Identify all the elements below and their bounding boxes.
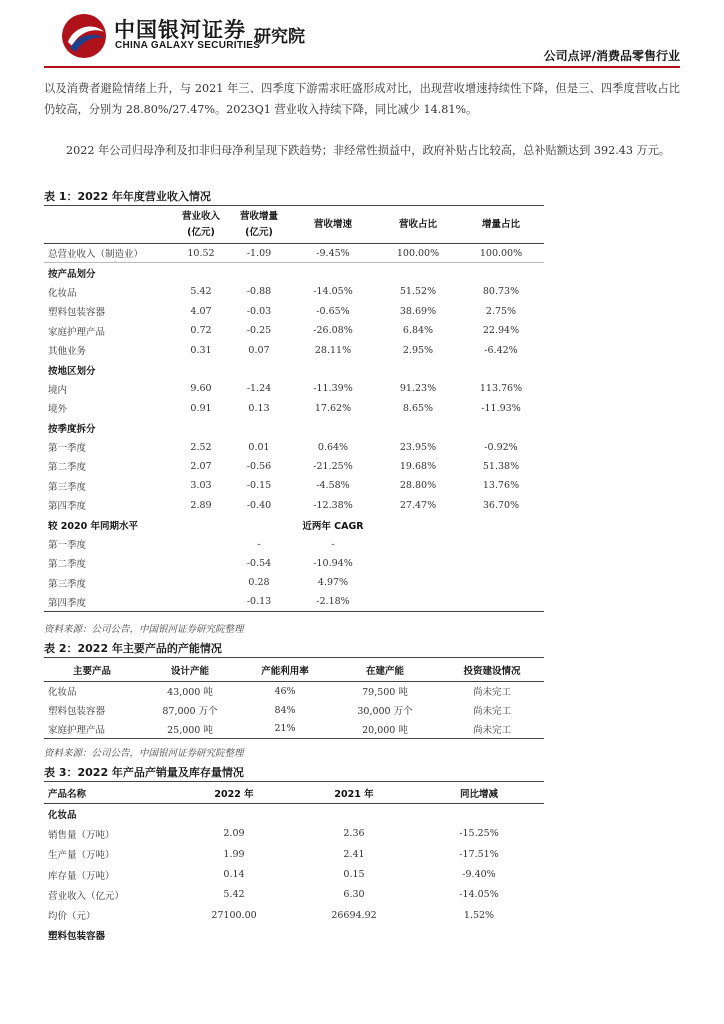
cell: 27100.00 (211, 909, 257, 921)
table-row (44, 554, 544, 573)
cell: -11.39% (313, 383, 353, 395)
table-row (44, 457, 544, 476)
cell: -0.88 (246, 286, 272, 298)
revenue-table (44, 205, 544, 612)
cell: 19.68% (399, 460, 437, 472)
table-row (44, 244, 544, 263)
row-label: 第二季度 (48, 462, 87, 474)
cell: 43,000 吨 (167, 687, 213, 699)
cell: 10.52 (172, 244, 230, 263)
cell: 113.76% (479, 383, 523, 395)
cell: 20,000 吨 (330, 720, 440, 739)
table-row (44, 720, 544, 739)
institute-label: 研究院 (254, 27, 305, 47)
row-label: 塑料包装容器 (48, 706, 106, 717)
cell: 87,000 万个 (162, 706, 218, 717)
cell: 0.07 (248, 344, 270, 356)
cell: 23.95% (399, 441, 437, 453)
cell: 21% (240, 720, 330, 739)
cell: -9.40% (462, 869, 496, 881)
cell: 38.69% (399, 305, 437, 317)
row-label: 库存量（万吨） (48, 870, 115, 882)
cell: 0.13 (248, 402, 270, 414)
cell: 17.62% (314, 402, 352, 414)
header-cell: 2021 年 (294, 782, 414, 804)
table-row (44, 573, 544, 592)
row-label: 第一季度 (48, 540, 87, 552)
cell: -4.58% (316, 480, 350, 492)
cell: 4.97% (317, 577, 349, 589)
cell: 28.80% (399, 480, 437, 492)
table-row (44, 399, 544, 418)
row-label: 塑料包装容器 (48, 307, 106, 319)
cell: 100.00% (458, 244, 544, 263)
cell: - (331, 538, 335, 550)
cell: 25,000 吨 (140, 720, 240, 739)
brand-name-cn: 中国银河证券 (114, 18, 246, 42)
cell: 0.91 (190, 402, 212, 414)
cell: 30,000 万个 (357, 706, 413, 717)
row-label: 总营业收入（制造业） (44, 244, 172, 263)
table-row (44, 340, 544, 359)
row-label: 其他业务 (48, 346, 87, 358)
cell: 91.23% (399, 383, 437, 395)
section-title: 化妆品 (48, 809, 77, 821)
cell: -15.25% (459, 828, 499, 840)
table-row (44, 321, 544, 340)
section-row (44, 804, 544, 824)
cell: 6.30 (343, 889, 365, 901)
cell: 2.89 (190, 499, 212, 511)
cell: 0.01 (248, 441, 270, 453)
cell: 5.42 (190, 286, 212, 298)
cell: - (257, 538, 261, 550)
row-label: 第二季度 (48, 559, 87, 571)
cell: -0.40 (246, 499, 272, 511)
header-cell: 营收增量 (亿元) (230, 206, 288, 244)
header-cell: 在建产能 (330, 658, 440, 682)
cell: -14.05% (459, 889, 499, 901)
cell: 6.84% (402, 325, 434, 337)
cell: 0.31 (190, 344, 212, 356)
table2-source: 资料来源：公司公告，中国银河证券研究院整理 (44, 748, 244, 759)
section-title: 按季度拆分 (48, 423, 96, 435)
cell: 2.95% (402, 344, 434, 356)
table-row (44, 824, 544, 844)
cell: 79,500 吨 (362, 687, 408, 699)
section-row (44, 360, 544, 379)
header-cell: 营收占比 (378, 206, 458, 244)
table-row (44, 885, 544, 905)
section-row (44, 418, 544, 437)
cell: -11.93% (481, 402, 521, 414)
cell: -0.54 (246, 557, 272, 569)
row-label: 营业收入（亿元） (48, 890, 125, 902)
cell: -0.13 (230, 593, 288, 612)
row-label: 化妆品 (48, 287, 77, 299)
cell: 2.09 (223, 828, 245, 840)
section-row (44, 515, 544, 534)
cell: -1.09 (230, 244, 288, 263)
header-cell: 产能利用率 (240, 658, 330, 682)
table-header-row (44, 782, 544, 804)
cell: 5.42 (223, 889, 245, 901)
cell: -0.15 (246, 480, 272, 492)
cell: 1.52% (463, 909, 495, 921)
table-row (44, 496, 544, 515)
cell: 80.73% (482, 286, 520, 298)
cell: 1.99 (223, 848, 245, 860)
table-row (44, 534, 544, 553)
cell: -17.51% (459, 848, 499, 860)
table-header-row (44, 658, 544, 682)
table-row (44, 701, 544, 720)
section-row (44, 925, 544, 945)
cell: 0.15 (343, 869, 365, 881)
row-label: 第四季度 (44, 593, 172, 612)
row-label: 第三季度 (48, 578, 87, 590)
brand-name-en: CHINA GALAXY SECURITIES (115, 40, 261, 51)
header-cell: 同比增减 (414, 782, 544, 804)
cell: 100.00% (378, 244, 458, 263)
cell: -6.42% (484, 344, 518, 356)
capacity-table (44, 657, 544, 739)
cell: 51.52% (399, 286, 437, 298)
production-sales-table (44, 781, 544, 946)
page-header (0, 0, 724, 66)
cell: 3.03 (190, 480, 212, 492)
body-paragraph: 以及消费者避险情绪上升，与 2021 年三、四季度下游需求旺盛形成对比，出现营收增速持续性下降，但是三、四季度营收占比仍较高，分别为 28.80%/27.47%。2023Q1 营业收入持续下降，同比减少 14.81%。 (44, 82, 680, 116)
section-row (44, 263, 544, 282)
cell: -2.18% (288, 593, 378, 612)
row-label: 第三季度 (48, 481, 87, 493)
row-label: 均价（元） (48, 911, 96, 923)
cell: 22.94% (482, 325, 520, 337)
section-title: 塑料包装容器 (48, 931, 106, 943)
row-label: 境内 (48, 384, 68, 396)
cell: 2.52 (190, 441, 212, 453)
table-row (44, 476, 544, 495)
cell: 9.60 (190, 383, 212, 395)
table-row (44, 379, 544, 398)
cell: -26.08% (313, 325, 353, 337)
cagr-label: 近两年 CAGR (302, 520, 364, 532)
table1-source: 资料来源：公司公告，中国银河证券研究院整理 (44, 624, 244, 635)
cell: -0.56 (246, 460, 272, 472)
table-row (44, 844, 544, 864)
header-cell: 营收增速 (288, 206, 378, 244)
cell: 8.65% (402, 402, 434, 414)
cell: -10.94% (313, 557, 353, 569)
cell: 2.75% (485, 305, 517, 317)
cell: 27.47% (399, 499, 437, 511)
cell: 2.41 (343, 848, 365, 860)
section-title: 较 2020 年同期水平 (48, 520, 139, 532)
header-cell: 设计产能 (140, 658, 240, 682)
table-row (44, 905, 544, 925)
document-category: 公司点评/消费品零售行业 (543, 49, 680, 63)
table3-caption: 表 3：2022 年产品产销量及库存量情况 (44, 766, 244, 779)
cell: 36.70% (482, 499, 520, 511)
cell: 尚未完工 (440, 720, 544, 739)
header-cell: 营业收入 (亿元) (172, 206, 230, 244)
row-label: 境外 (48, 404, 68, 416)
header-cell: 增量占比 (458, 206, 544, 244)
section-title: 按地区划分 (48, 365, 96, 377)
table-header-row (44, 206, 544, 244)
cell: -0.65% (316, 305, 350, 317)
cell: -12.38% (313, 499, 353, 511)
cell: 2.07 (190, 460, 212, 472)
cell: 4.07 (190, 305, 212, 317)
section-title: 按产品划分 (48, 268, 96, 280)
table1-caption: 表 1：2022 年年度营业收入情况 (44, 190, 211, 203)
cell: 0.72 (190, 325, 212, 337)
row-label: 第四季度 (48, 501, 87, 513)
galaxy-logo-icon (60, 12, 108, 60)
cell: -21.25% (313, 460, 353, 472)
cell: 0.28 (248, 577, 270, 589)
cell: 尚未完工 (472, 687, 511, 699)
cell: 2.36 (343, 828, 365, 840)
cell: 尚未完工 (472, 706, 511, 717)
header-cell: 投资建设情况 (440, 658, 544, 682)
header-cell (44, 206, 172, 244)
header-cell: 主要产品 (44, 658, 140, 682)
cell: -0.25 (246, 325, 272, 337)
row-label: 化妆品 (48, 687, 77, 699)
table2-caption: 表 2：2022 年主要产品的产能情况 (44, 642, 222, 655)
cell: 84% (274, 704, 296, 716)
cell: 0.14 (223, 869, 245, 881)
cell: -1.24 (246, 383, 272, 395)
table-row (44, 302, 544, 321)
cell: 0.64% (317, 441, 349, 453)
header-cell: 2022 年 (174, 782, 294, 804)
table-row (44, 864, 544, 884)
row-label: 第一季度 (48, 443, 87, 455)
cell: 26694.92 (331, 909, 377, 921)
cell: -0.92% (484, 441, 518, 453)
cell: 13.76% (482, 480, 520, 492)
table-row (44, 282, 544, 301)
row-label: 家庭护理产品 (44, 720, 140, 739)
body-paragraph: 2022 年公司归母净利及扣非归母净利呈现下跌趋势；非经常性损益中，政府补贴占比较高，总补贴额达到 392.43 万元。 (66, 144, 671, 157)
header-divider (44, 66, 680, 68)
cell: 28.11% (314, 344, 352, 356)
row-label: 生产量（万吨） (48, 850, 115, 862)
cell: -9.45% (288, 244, 378, 263)
row-label: 销售量（万吨） (48, 829, 115, 841)
table-row (44, 593, 544, 612)
cell: 46% (274, 685, 296, 697)
table-row (44, 682, 544, 701)
cell: 51.38% (482, 460, 520, 472)
cell: -0.03 (246, 305, 272, 317)
cell: -14.05% (313, 286, 353, 298)
header-cell: 产品名称 (44, 782, 174, 804)
row-label: 家庭护理产品 (48, 326, 106, 338)
table-row (44, 437, 544, 456)
